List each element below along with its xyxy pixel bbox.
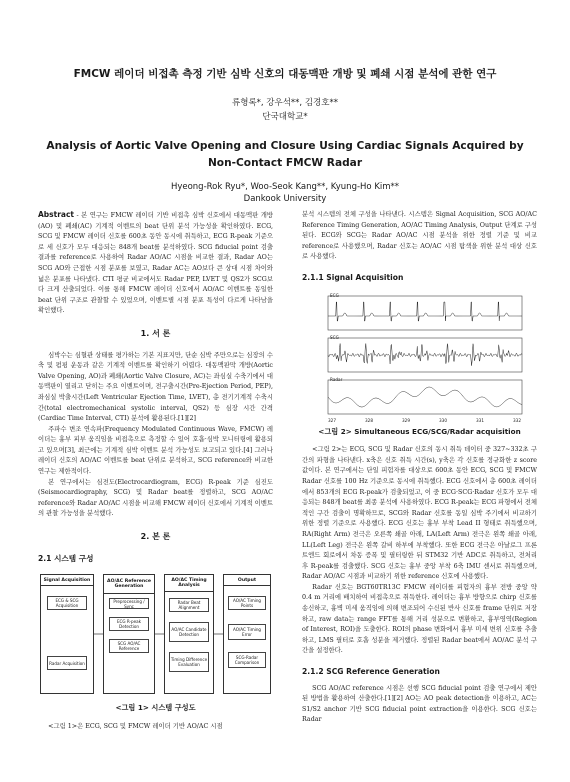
candidate-detection-box: AO/AC Candidate Detection [169,622,209,642]
subsection-2-1-2-heading: 2.1.2 SCG Reference Generation [302,667,440,677]
preprocessing-box: Preprocessing / Sync [109,598,149,609]
right-paragraph-3: SCG AO/AC reference 시점은 선행 SCG fiducial point 검출 연구에서 제안된 방법을 활용하여 산출한다.[1][2] AO는 AO peak detection을 이용하고, AC는 S1/S2 anchor 기반 SCG fiducial point extraction을 이용한다. SCG 신호는 Radar [302,684,537,724]
time-tick-330: 330 [439,417,447,423]
ecg-panel-label: ECG [330,292,339,298]
signal-acquisition-heading: Signal Acquisition [40,574,94,586]
signal-waveform-plot [310,290,530,422]
abstract-label: Abstract [38,210,75,219]
scg-reference-box: SCG AO/AC Reference [109,639,149,653]
radar-waveform-frame [328,380,522,414]
ecg-waveform-frame [328,296,522,330]
signal-acquisition-panel [40,574,94,694]
section-1-paragraph-3: 본 연구에서는 심전도(Electrocardiogram, ECG) R-peak 기준 심진도(Seismocardiography, SCG) 및 Radar beat를 정렬하고, SCG AO/AC reference와 Radar AO/AC 시점을 비교해 FMCW 레이더 신호에서 기계적 이벤트의 관찰 가능성을 분석했다. [38,478,273,518]
ecg-scg-acquisition-box: ECG & SCG Acquisition [47,596,87,610]
abstract [38,210,273,317]
timing-analysis-heading: AO/AC Timing Analysis [164,574,214,592]
abstract-text: - 본 연구는 FMCW 레이더 기반 비접촉 심박 신호에서 대동맥판 개방(AO) 및 폐쇄(AC) 기계적 이벤트의 beat 단위 분석 가능성을 확인하였다. ECG, SCG 및 FMCW 레이더 신호를 600초 동안 동시에 취득하고, ECG R-peak 기준으로 세 신호가 모두 대응되는 848개 beat를 분석하였다. SCG fiducial point 검출 결과를 reference로 사용하여 Radar AO/AC 시점을 비교한 결과, Radar AO는 SCG AO와 근접한 시점 분포를 보였고, Radar AC는 AO보다 큰 상대 시점 차이와 넓은 분포를 나타냈다. CTI 평균 비교에서도 Radar PEP, LVET 및 QS2가 SCG보다 크게 산출되었다. 이를 통해 FMCW 레이더 신호에서 AO/AC 이벤트를 동일한 beat 단위 구조로 관찰할 수 있었으며, 이벤트별 시점 분포 특성이 다르게 나타남을 확인했다. [38,212,273,315]
figure-1-description: <그림 1>은 ECG, SCG 및 FMCW 레이더 기반 AO/AC 시점 [48,722,223,730]
subsection-2-1-heading: 2.1 시스템 구성 [38,553,94,563]
right-top-paragraph: 분석 시스템의 전체 구성을 나타낸다. 시스템은 Signal Acquisition, SCG AO/AC Reference Timing Generation, AO/AC Timing Analysis, Output 단계로 구성된다. ECG와 SCG는 Radar AO/AC 시점 분석을 위한 정렬 기준 및 비교 reference로 사용했으며, Radar 신호는 AO/AC 시점 탐색을 위한 분석 대상 신호로 사용했다. [302,211,537,261]
right-paragraph-1: <그림 2>는 ECG, SCG 및 Radar 신호의 동시 취득 데이터 중 327~332초 구간의 파형을 나타낸다. x축은 신호 취득 시간(s), y축은 각 신호를 정규화한 z score 값이다. 본 연구에서는 단일 피험자를 대상으로 600초 동안 ECG, SCG 및 FMCW Radar 신호를 100 Hz 기준으로 동시에 취득했다. ECG 신호에서 총 600초 레이더에서 853개의 ECG R-peak가 검출되었고, 이 중 ECG·SCG·Radar 신호가 모두 대응되는 848개 beat를 최종 분석에 사용하였다. ECG R-peak는 ECG 파형에서 전체적인 구간 검출이 명확하므로, SCG와 Radar 신호를 동일 심박 주기에서 비교하기 위한 정렬 기준으로 사용했다. ECG 신호는 흉부 부착 Lead II 형태로 취득했으며, RA(Right Arm) 전극은 오른쪽 쇄골 아래, LA(Left Arm) 전극은 왼쪽 쇄골 아래, LL(Left Leg) 전극은 왼쪽 갈비 하부에 부착했다. 또한 ECG 전극은 아날로그 프론트엔드 회로에서 차동 증폭 및 필터링한 뒤 STM32 기반 ADC로 취득하고, 전처리 후 R-peak를 검출했다. SCG 신호는 흉부 중앙 부착 6축 IMU 센서로 취득했으며, Radar AO/AC 시점과 비교하기 위한 reference 신호에 사용했다. [302,446,537,581]
scg-panel-label: SCG [330,334,339,340]
reference-generation-heading: AO/AC Reference Generation [103,574,155,594]
radar-acquisition-box: Radar Acquisition [47,656,87,670]
time-tick-331: 331 [476,417,484,423]
output-heading: Output [223,574,271,586]
figure-1-caption: <그림 1> 시스템 구성도 [115,703,196,713]
ecg-r-peak-box: ECG R-peak Detection [109,617,149,631]
timing-difference-box: Timing Difference Evaluation [169,652,209,672]
english-authors: Hyeong-Rok Ryu*, Woo-Seok Kang**, Kyung-Ho Kim** [170,182,400,192]
ecg-waveform [328,302,522,321]
korean-affiliation: 단국대학교* [262,112,308,122]
signal-waveform-figure [310,290,545,422]
section-2-heading: 2. 본 론 [140,532,171,542]
radar-panel-label: Radar [330,376,343,382]
left-column [38,210,273,732]
english-title-line-2: Non-Contact FMCW Radar [207,157,363,169]
korean-authors: 류형록*, 강우석**, 김경호** [232,98,338,108]
section-1-paragraph-2: 주파수 변조 연속파(Frequency Modulated Continuous Wave, FMCW) 레이더는 흉부 피부 움직임을 비접촉으로 측정할 수 있어 호흡·심박 모니터링에 활용되고 있으며[3], 최근에는 기계적 심박 이벤트 분석 가능성도 보고되고 있다.[4] 그러나 레이더 신호의 AO/AC 이벤트를 beat 단위로 분석하고, SCG reference와 비교한 연구는 제한적이다. [38,425,273,476]
subsection-2-1-1-heading: 2.1.1 Signal Acquisition [302,272,404,282]
scg-waveform [328,343,522,365]
time-tick-329: 329 [402,417,410,423]
timing-points-box: AO/AC Timing Points [228,596,266,610]
figure-2-caption: <그림 2> Simultaneous ECG/SCG/Radar acquisition [318,426,521,436]
timing-error-box: AO/AC Timing Error [228,624,266,640]
english-title [0,138,570,172]
right-column [302,210,537,726]
radar-beat-alignment-box: Radar Beat Alignment [169,598,209,612]
time-tick-328: 328 [365,417,373,423]
right-paragraph-2: Radar 신호는 BGT60TR13C FMCW 레이더를 피험자의 흉부 전방 중앙 약 0.4 m 거리에 배치하여 비접촉으로 취득한다. 레이더는 흉부 방향으로 chirp 신호를 송신하고, 흉벽 미세 움직임에 의해 변조되어 수신된 반사 신호를 frame 단위로 저장하고, raw data는 range FFT를 통해 거리 성분으로 변환하고, 흉부영역(Region of Interest, ROI)을 도출한다. ROI의 phase 변화에서 흉부 미세 변위 신호를 추출하고, LMS 필터로 호흡 성분을 제거했다. 정렬된 Radar beat에서 AO/AC 분석 구간을 설정한다. [302,583,537,655]
korean-title: FMCW 레이더 비접촉 측정 기반 심박 신호의 대동맥판 개방 및 폐쇄 시점 분석에 관한 연구 [73,68,497,80]
scg-radar-comparison-box: SCG-Radar Comparison [228,652,266,668]
time-tick-332: 332 [513,417,521,423]
time-tick-327: 327 [328,417,336,423]
english-title-line-1: Analysis of Aortic Valve Opening and Closure Using Cardiac Signals Acquired by [46,140,524,152]
system-diagram [38,570,273,698]
english-affiliation: Dankook University [243,194,327,204]
section-1-heading: 1. 서 론 [140,328,171,338]
section-1-paragraph-1: 심박수는 심혈관 상태를 평가하는 기본 지표지만, 단순 심박 주만으로는 심장의 수축 및 펌핑 운동과 같은 기계적 이벤트를 확인하기 어렵다. 대동맥판막 개방(Aortic Valve Opening, AO)과 폐쇄(Aortic Valve Closure, AC)는 좌심실 수축기에서 대동맥판이 열리고 닫히는 주요 이벤트이며, 전구출시간(Pre-Ejection Period, PEP), 좌심실 박출시간(Left Ventricular Ejection Time, LVET), 총 전기기계적 수축시간(total electromechanical systolic interval, QS2) 등 심장 시간 간격(Cardiac Time Interval, CTI) 분석에 활용된다.[1][2] [38,351,273,423]
radar-waveform [328,387,522,407]
